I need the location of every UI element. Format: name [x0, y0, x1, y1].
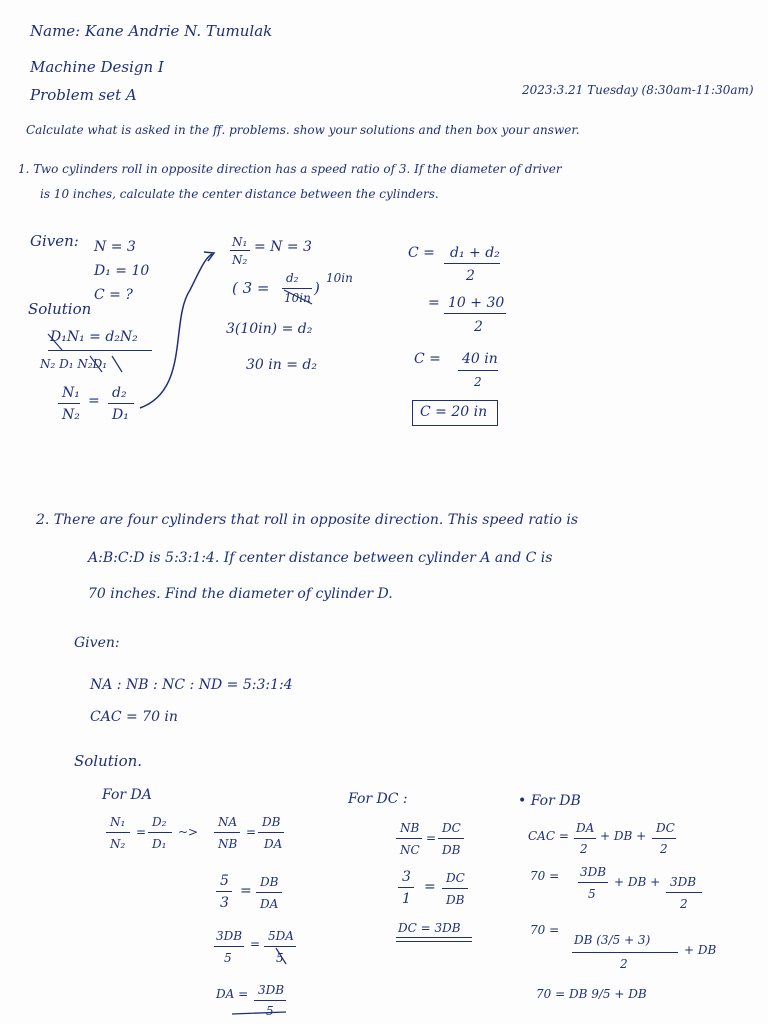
- p2-col2-result-underline-1: [396, 937, 472, 938]
- p2-col1-r2-b-num: DB: [260, 875, 279, 889]
- p2-col3-r1-b-bar: [652, 838, 676, 839]
- p2-col1-r3-b-den: 5: [276, 951, 284, 965]
- p2-col1-r1-c-num: NA: [218, 815, 238, 829]
- p1-step-b-den: 10in: [284, 291, 311, 305]
- p2-col1-r2-a-bar: [216, 891, 232, 892]
- p1-step-a-num: N₁: [232, 235, 248, 249]
- p2-col1-r1-b-den: D₁: [152, 837, 167, 851]
- p1-statement-line2: is 10 inches, calculate the center distance between the cylinders.: [40, 187, 439, 201]
- p1-c-eq3-bar: [458, 370, 498, 371]
- p1-given-n: N = 3: [94, 239, 136, 255]
- p1-given-d1: D₁ = 10: [94, 263, 150, 279]
- p1-eq1-numerator: D₁N₁ = d₂N₂: [50, 329, 138, 345]
- p1-step-b-num: d₂: [286, 271, 299, 285]
- p2-col1-r1-a-bar: [106, 832, 130, 833]
- p2-col3-r2-a-den: 5: [588, 887, 596, 901]
- p2-col3-r1-a-bar: [574, 838, 596, 839]
- p2-col2-r2-a-bar: [398, 887, 414, 888]
- p1-ratio-equals: =: [88, 393, 100, 409]
- p1-step-b-bar: [282, 288, 312, 289]
- p2-col2-r2-b-num: DC: [446, 871, 465, 885]
- p2-col1-r4-lhs: DA =: [216, 987, 249, 1001]
- p2-col1-r2-eq: =: [240, 883, 252, 899]
- subject: Machine Design I: [30, 58, 164, 76]
- p2-col2-r2-b-den: DB: [446, 893, 465, 907]
- p2-col3-r2-b-bar: [666, 892, 702, 893]
- p2-col3-r4: 70 = DB 9/5 + DB: [536, 987, 647, 1001]
- p2-col1-r3-a-den: 5: [224, 951, 232, 965]
- p2-col3-r2-b-den: 2: [680, 897, 688, 911]
- col1-r4-underline: [232, 1012, 286, 1014]
- p2-given-ratio: NA : NB : NC : ND = 5:3:1:4: [90, 677, 293, 693]
- p2-col1-r2-b-den: DA: [260, 897, 279, 911]
- p1-step-d: 30 in = d₂: [246, 357, 317, 373]
- p2-col1-r1-d-num: DB: [262, 815, 281, 829]
- p2-col1-r1-b-bar: [148, 832, 172, 833]
- p2-col3-r1-b-den: 2: [660, 842, 668, 856]
- p1-ratio-lhs-num: N₁: [62, 385, 80, 401]
- p2-col1-r3-b-bar: [264, 946, 296, 947]
- p2-col1-title: For DA: [102, 787, 152, 803]
- p1-eq1-fraction-bar: [48, 350, 152, 351]
- p2-statement-line1: 2. There are four cylinders that roll in opposite direction. This speed ratio is: [36, 512, 579, 528]
- p1-step-a-rest: = N = 3: [254, 239, 312, 255]
- p2-col2-r1-b-bar: [438, 838, 464, 839]
- p1-given-label: Given:: [30, 232, 79, 250]
- p2-col3-r2-a-num: 3DB: [580, 865, 607, 879]
- p2-col2-r1-a-den: NC: [400, 843, 420, 857]
- p2-col3-r3-den: 2: [620, 957, 628, 971]
- p1-c-eq1-num: d₁ + d₂: [450, 245, 500, 261]
- p1-step-b-paren-right: ): [314, 279, 320, 297]
- p2-col3-r2-a-bar: [578, 882, 608, 883]
- p2-col3-r3-lhs: 70 =: [530, 923, 560, 937]
- p2-col1-r1-d-den: DA: [264, 837, 283, 851]
- p1-step-c: 3(10in) = d₂: [226, 321, 313, 337]
- p2-col3-title: • For DB: [518, 793, 581, 809]
- p2-col2-r2-a-num: 3: [402, 869, 411, 885]
- p2-col3-r3-tail: + DB: [684, 943, 717, 957]
- p2-col3-r1-lhs: CAC =: [528, 829, 569, 843]
- p2-col1-r1-c-den: NB: [218, 837, 238, 851]
- p2-col2-r2-b-bar: [442, 888, 468, 889]
- eq1-strike-3: [112, 356, 122, 372]
- p2-col1-r3-eq: =: [250, 937, 261, 951]
- problem-set-title: Problem set A: [30, 86, 137, 104]
- p2-col1-r2-a-den: 3: [220, 895, 229, 911]
- student-name: Name: Kane Andrie N. Tumulak: [30, 22, 273, 40]
- p2-solution-label: Solution.: [74, 752, 143, 770]
- p1-c-eq1-den: 2: [466, 268, 475, 284]
- date: 2023:3.21 Tuesday (8:30am-11:30am): [522, 83, 754, 97]
- p2-col3-r3-num: DB (3/5 + 3): [574, 933, 651, 947]
- p1-step-b-paren-left: ( 3 =: [232, 279, 270, 297]
- p1-answer: C = 20 in: [420, 404, 488, 420]
- p2-col1-r4-den: 5: [266, 1004, 274, 1018]
- p2-col1-r1-a-num: N₁: [110, 815, 126, 829]
- p2-col3-r1-a-num: DA: [576, 821, 595, 835]
- p1-c-eq3-num: 40 in: [462, 351, 498, 367]
- p2-col3-r3-bar: [572, 952, 678, 953]
- p2-col2-r2-a-den: 1: [402, 891, 411, 907]
- p2-given-label: Given:: [74, 635, 120, 651]
- p1-ratio-rhs-den: D₁: [112, 407, 129, 423]
- p2-col1-r3-a-bar: [214, 946, 244, 947]
- p1-c-eq1-bar: [444, 263, 500, 264]
- p1-ratio-rhs-num: d₂: [112, 385, 127, 401]
- p2-col1-r1-eq: =: [136, 825, 147, 839]
- p2-col3-r2-lhs: 70 =: [530, 869, 560, 883]
- p2-col3-r2-mid: + DB +: [614, 875, 661, 889]
- p1-c-eq3-den: 2: [474, 375, 482, 389]
- p2-col2-title: For DC :: [348, 791, 408, 807]
- p1-ratio-rhs-bar: [108, 403, 134, 404]
- p2-col1-r1-b-num: D₂: [152, 815, 167, 829]
- p1-c-eq2-bar: [444, 313, 506, 314]
- p2-col2-result-underline-2: [396, 941, 472, 942]
- p2-col1-r4-num: 3DB: [258, 983, 285, 997]
- p1-solution-label: Solution: [28, 300, 92, 318]
- p1-c-eq3-lhs: C =: [414, 351, 441, 367]
- p2-col1-r2-a-num: 5: [220, 873, 229, 889]
- p2-col1-r1-eq2: =: [246, 825, 257, 839]
- p1-statement-line1: 1. Two cylinders roll in opposite direction has a speed ratio of 3. If the diameter of driver: [18, 162, 562, 176]
- p2-col2-r1-b-num: DC: [442, 821, 461, 835]
- p1-eq1-denominator: N₂ D₁ N₂D₁: [40, 357, 108, 371]
- p1-given-c: C = ?: [94, 287, 133, 303]
- p2-col1-arrow: ~>: [178, 825, 199, 839]
- p1-c-eq2-num: 10 + 30: [448, 295, 505, 311]
- curved-arrow-stroke: [140, 254, 212, 408]
- p2-statement-line2: A:B:C:D is 5:3:1:4. If center distance between cylinder A and C is: [88, 550, 553, 566]
- p2-col2-result: DC = 3DB: [398, 921, 461, 935]
- p2-col1-r3-a-num: 3DB: [216, 929, 243, 943]
- p2-col2-r1-b-den: DB: [442, 843, 461, 857]
- p2-given-cac: CAC = 70 in: [90, 709, 178, 725]
- p2-col1-r1-d-bar: [258, 832, 284, 833]
- p2-col1-r3-b-num: 5DA: [268, 929, 294, 943]
- p1-c-eq1-lhs: C =: [408, 245, 435, 261]
- p1-c-eq2-lhs: =: [428, 295, 440, 311]
- p2-statement-line3: 70 inches. Find the diameter of cylinder D.: [88, 586, 393, 602]
- p2-col2-r2-eq: =: [424, 879, 436, 895]
- p2-col1-r2-b-bar: [256, 892, 282, 893]
- arrow-head: [204, 252, 214, 261]
- p2-col3-r1-a-den: 2: [580, 842, 588, 856]
- p1-c-eq2-den: 2: [474, 319, 483, 335]
- p2-col2-r1-eq: =: [426, 831, 437, 845]
- p1-ratio-lhs-bar: [58, 403, 80, 404]
- p2-col3-r1-mid: + DB +: [600, 829, 647, 843]
- p2-col1-r1-c-bar: [214, 832, 240, 833]
- p2-col1-r1-a-den: N₂: [110, 837, 126, 851]
- p2-col3-r1-b-num: DC: [656, 821, 675, 835]
- instructions: Calculate what is asked in the ff. problems. show your solutions and then box your answer.: [26, 123, 580, 137]
- p2-col1-r4-bar: [254, 1000, 286, 1001]
- p2-col3-r2-b-num: 3DB: [670, 875, 697, 889]
- p1-step-a-bar: [230, 250, 250, 251]
- p1-step-b-mult: 10in: [326, 271, 353, 285]
- p2-col2-r1-a-num: NB: [400, 821, 420, 835]
- p2-col2-r1-a-bar: [396, 838, 422, 839]
- p1-ratio-lhs-den: N₂: [62, 407, 80, 423]
- p1-step-a-den: N₂: [232, 253, 248, 267]
